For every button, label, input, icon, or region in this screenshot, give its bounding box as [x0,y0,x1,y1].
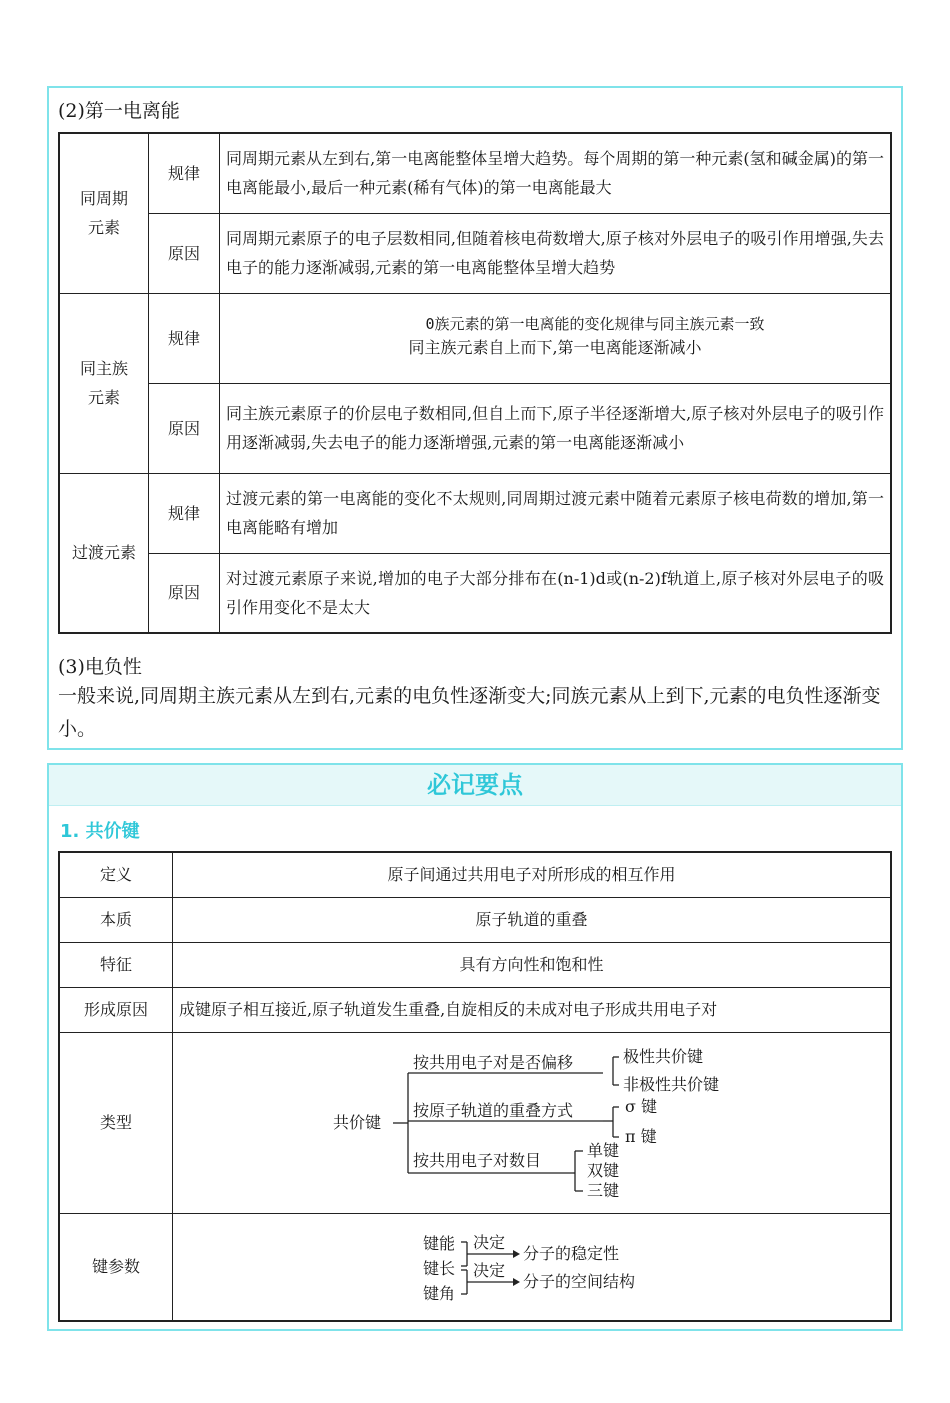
tree-leaf: 双键 [587,1160,620,1180]
types-diagram-cell [173,1032,892,1213]
rule-text: 同周期元素从左到右,第一电离能整体呈增大趋势。每个周期的第一种元素(氢和碱金属)的第一电离能最小,最后一种元素(稀有气体)的第一电离能最大 [220,133,892,213]
group-name: 过渡元素 [59,473,149,633]
rule-cell [220,293,892,383]
tree-leaf: 极性共价键 [623,1046,704,1066]
rule-text: 同主族元素自上而下,第一电离能逐渐减小 [408,337,702,357]
param-item: 键能 [423,1233,456,1253]
types-diagram [173,1033,890,1213]
tree-leaf: 单键 [587,1140,620,1160]
param-result: 分子的空间结构 [523,1271,636,1291]
keypoints-section [47,763,903,1331]
ionization-table [58,132,892,634]
row-value: 原子间通过共用电子对所形成的相互作用 [173,852,892,897]
electronegativity-text: 一般来说,同周期主族元素从左到右,元素的电负性逐渐变大;同族元素从上到下,元素的电负性逐渐变小。 [58,685,881,740]
electronegativity-title: (3)电负性 [58,656,142,678]
row-value: 具有方向性和饱和性 [173,942,892,987]
tree-root: 共价键 [333,1112,382,1132]
reason-label: 原因 [149,383,220,473]
param-result: 分子的稳定性 [523,1243,620,1263]
decide-label: 决定 [473,1232,506,1252]
rule-label: 规律 [149,293,220,383]
row-key: 形成原因 [59,987,173,1032]
reason-text: 同主族元素原子的价层电子数相同,但自上而下,原子半径逐渐增大,原子核对外层电子的吸引作用逐渐减弱,失去电子的能力逐渐增强,元素的第一电离能逐渐减小 [220,383,892,473]
reason-label: 原因 [149,213,220,293]
params-diagram-cell [173,1213,892,1321]
reason-text: 同周期元素原子的电子层数相同,但随着核电荷数增大,原子核对外层电子的吸引作用增强,失去电子的能力逐渐减弱,元素的第一电离能整体呈增大趋势 [220,213,892,293]
tree-branch: 按共用电子对数目 [413,1150,542,1170]
tree-leaf: σ 键 [625,1096,658,1116]
row-value: 成键原子相互接近,原子轨道发生重叠,自旋相反的未成对电子形成共用电子对 [173,987,892,1032]
reason-label: 原因 [149,553,220,633]
params-diagram [173,1214,890,1320]
tree-leaf: 非极性共价键 [623,1074,720,1094]
params-lines [173,1214,893,1320]
tree-branch: 按共用电子对是否偏移 [413,1052,574,1072]
ionization-section [47,86,903,750]
group-name: 同周期 元素 [59,133,149,293]
rule-text: 过渡元素的第一电离能的变化不太规则,同周期过渡元素中随着元素原子核电荷数的增加,第一电离能略有增加 [220,473,892,553]
tree-leaf: 三键 [587,1180,620,1200]
param-item: 键长 [423,1258,456,1278]
tree-branch: 按原子轨道的重叠方式 [413,1100,574,1120]
tree-leaf: π 键 [625,1126,657,1146]
ionization-title: (2)第一电离能 [58,100,180,122]
decide-label: 决定 [473,1260,506,1280]
row-key: 定义 [59,852,173,897]
covalent-bond-subtitle: 1. 共价键 [60,821,140,842]
group-name: 同主族 元素 [59,293,149,473]
covalent-bond-table [58,851,892,1322]
rule-label: 规律 [149,473,220,553]
rule-label: 规律 [149,133,220,213]
row-key: 类型 [59,1032,173,1213]
row-value: 原子轨道的重叠 [173,897,892,942]
handwritten-note: 0族元素的第一电离能的变化规律与同主族元素一致 [425,314,765,333]
param-item: 键角 [423,1283,456,1303]
keypoints-banner: 必记要点 [49,765,901,806]
row-key: 本质 [59,897,173,942]
reason-text: 对过渡元素原子来说,增加的电子大部分排布在(n-1)d或(n-2)f轨道上,原子核对外层电子的吸引作用变化不是太大 [220,553,892,633]
row-key: 键参数 [59,1213,173,1321]
row-key: 特征 [59,942,173,987]
